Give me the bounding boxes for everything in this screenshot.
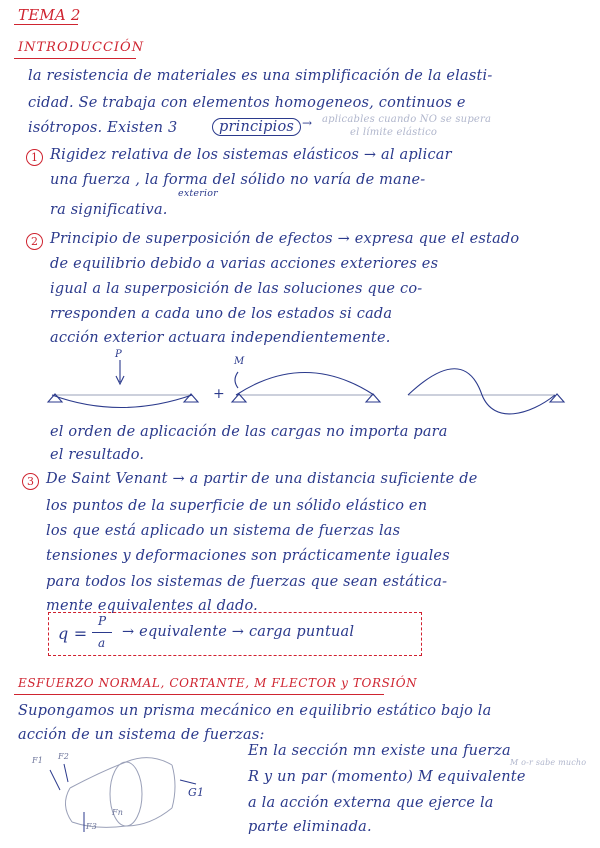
principle-2-line-5: acción exterior actuara independientemente. [50, 330, 391, 346]
intro-line-2: cidad. Se trabaja con elementos homogeneos, continuos e [28, 95, 466, 111]
formula-numerator: P [98, 614, 107, 628]
diagram-label-p: P [115, 349, 122, 360]
faint-note-1: aplicables cuando NO se supera [322, 114, 492, 125]
heading-underline-2 [14, 694, 384, 695]
principle-number-2: 2 [26, 233, 43, 250]
arrow-icon: → [302, 116, 313, 130]
principle-3-line-4: tensiones y deformaciones son prácticamente iguales [46, 548, 450, 564]
formula-rest: → equivalente → carga puntual [122, 624, 355, 640]
prism-label-f1: F1 [32, 756, 44, 765]
prism-label-fn: Fn [112, 808, 124, 817]
principle-2-after-1: el orden de aplicación de las cargas no importa para [50, 424, 448, 440]
principle-3-line-3: los que está aplicado un sistema de fuerzas las [46, 523, 401, 539]
section2-line-1: Supongamos un prisma mecánico en equilibrio estático bajo la [18, 703, 492, 719]
principle-3-line-2: los puntos de la superficie de un sólido elástico en [46, 498, 428, 514]
principle-1-note: exterior [178, 188, 218, 199]
formula-lhs: q = [58, 624, 88, 643]
principle-1-line-3: ra significativa. [50, 202, 168, 218]
principle-2-line-4: rresponden a cada uno de los estados si cada [50, 306, 393, 322]
diagram-plus: + [213, 386, 225, 402]
principle-number-1: 1 [26, 149, 43, 166]
principle-3-line-6: mente equivalentes al dado. [46, 598, 258, 614]
principle-1-line-1: Rigidez relativa de los sistemas elásticos → al aplicar [50, 147, 452, 163]
prism-label-g1: G1 [188, 786, 205, 799]
prism-label-f2: F2 [58, 752, 70, 761]
faint-note-2: el límite elástico [350, 127, 438, 138]
principle-1-line-2: una fuerza , la forma del sólido no varía de mane- [50, 172, 426, 188]
section2-right-line-1: En la sección mn existe una fuerza [248, 743, 511, 759]
principle-number-3: 3 [22, 473, 39, 490]
principle-2-after-2: el resultado. [50, 447, 145, 463]
section-heading-intro: INTRODUCCIÓN [18, 40, 145, 55]
section2-line-2: acción de un sistema de fuerzas: [18, 727, 265, 743]
heading-underline [14, 58, 136, 59]
principle-2-line-2: de equilibrio debido a varias acciones exteriores es [50, 256, 439, 272]
diagram-label-m: M [234, 356, 245, 367]
principle-2-line-1: Principio de superposición de efectos → expresa que el estado [50, 231, 520, 247]
prism-label-f3: F3 [86, 822, 98, 831]
principle-2-line-3: igual a la superposición de las soluciones que co- [50, 281, 423, 297]
page-title: TEMA 2 [18, 6, 81, 24]
formula-denominator: a [98, 636, 106, 650]
section2-faint-note: M o-r sabe mucho [510, 758, 587, 767]
fraction-bar [92, 632, 112, 633]
section2-right-line-4: parte eliminada. [248, 819, 372, 835]
title-underline [14, 24, 78, 25]
intro-line-3: isótropos. Existen 3 [28, 120, 178, 136]
section-heading-esfuerzo: ESFUERZO NORMAL, CORTANTE, M FLECTOR y TORSIÓN [18, 676, 418, 690]
section2-right-line-3: a la acción externa que ejerce la [248, 795, 494, 811]
principle-3-line-5: para todos los sistemas de fuerzas que sean estática- [46, 574, 448, 590]
boxed-word-principios: principios [212, 118, 301, 136]
principle-3-line-1: De Saint Venant → a partir de una distancia suficiente de [46, 471, 478, 487]
intro-line-1: la resistencia de materiales es una simplificación de la elasti- [28, 68, 493, 84]
section2-right-line-2: R y un par (momento) M equivalente [248, 769, 526, 785]
